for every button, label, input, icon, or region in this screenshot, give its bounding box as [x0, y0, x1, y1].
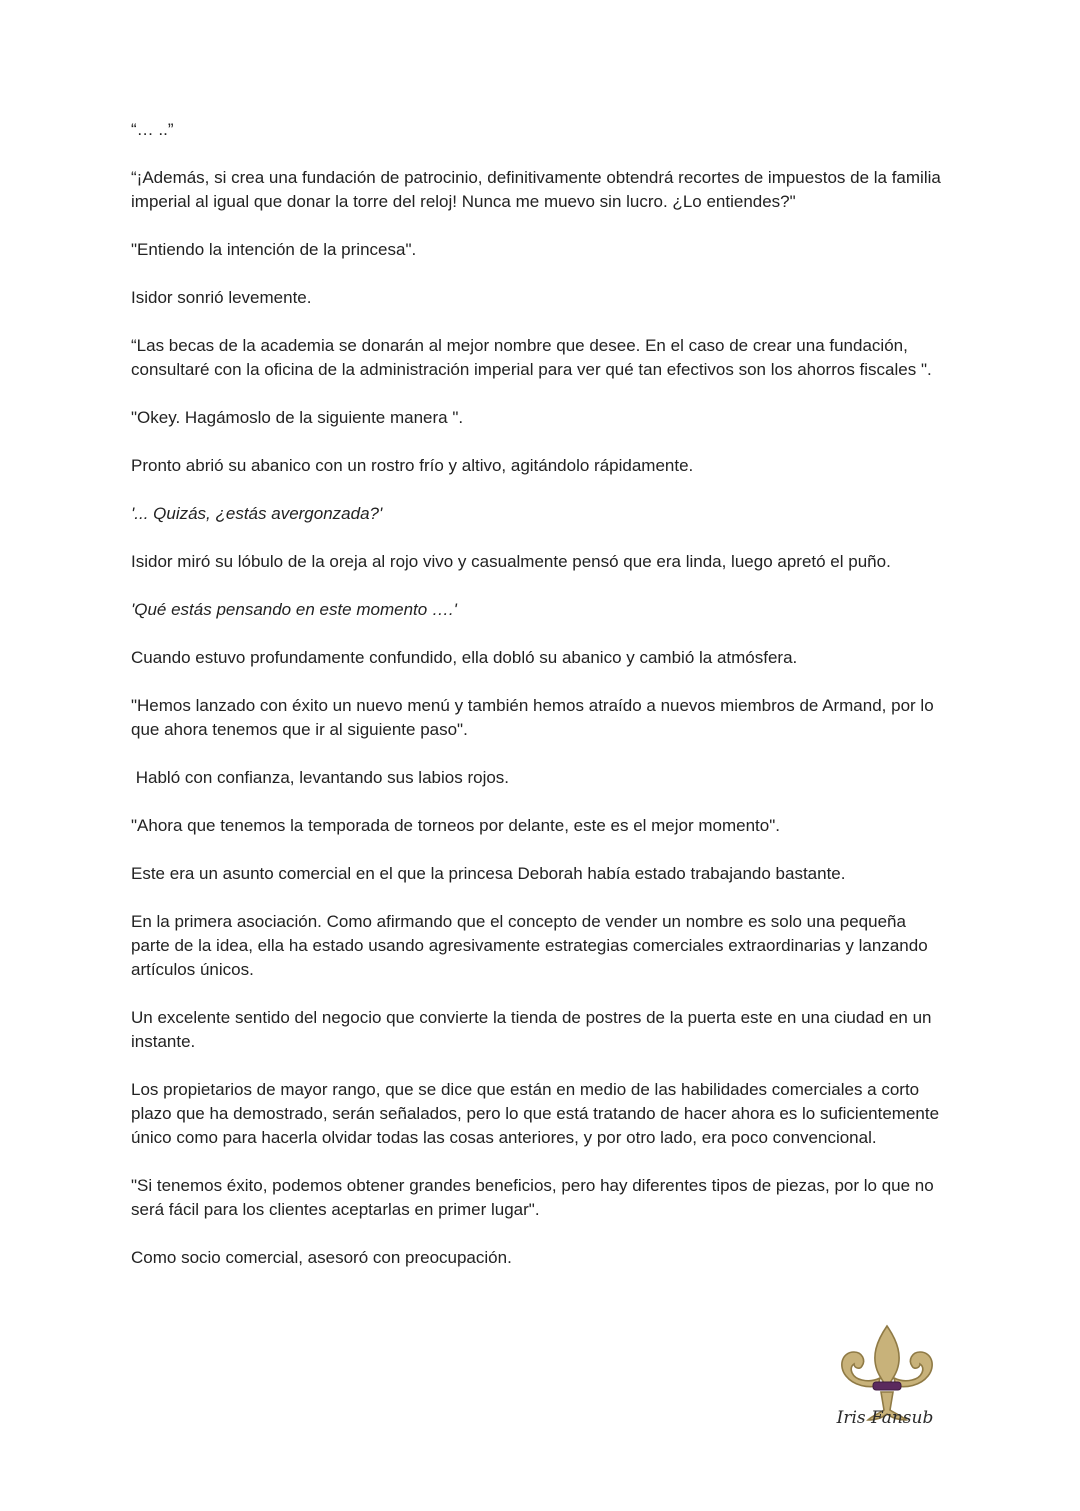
- watermark-caption: Iris Fansub: [836, 1408, 934, 1428]
- paragraph: '... Quizás, ¿estás avergonzada?': [131, 504, 383, 523]
- document-body: [131, 118, 946, 1294]
- paragraph: "Hemos lanzado con éxito un nuevo menú y también hemos atraído a nuevos miembros de Armand, por lo que ahora tenemos que ir al siguiente paso".: [131, 696, 939, 739]
- paragraph: "Entiendo la intención de la princesa".: [131, 240, 417, 259]
- paragraph: Este era un asunto comercial en el que la princesa Deborah había estado trabajando bastante.: [131, 864, 846, 883]
- paragraph: “… ..”: [131, 120, 174, 139]
- paragraph: Cuando estuvo profundamente confundido, ella dobló su abanico y cambió la atmósfera.: [131, 648, 798, 667]
- paragraph: Los propietarios de mayor rango, que se dice que están en medio de las habilidades comerciales a corto plazo que ha demostrado, serán señalados, pero lo que está tratando de hacer ahora es lo suficientemente único como para hacerla olvidar todas las cosas anteriores, y por otro lado, era poco convencional.: [131, 1080, 944, 1147]
- paragraph: 'Qué estás pensando en este momento ….': [131, 600, 457, 619]
- paragraph: “¡Además, si crea una fundación de patrocinio, definitivamente obtendrá recortes de impuestos de la familia imperial al igual que donar la torre del reloj! Nunca me muevo sin lucro. ¿Lo entiendes?": [131, 168, 946, 211]
- paragraph: Isidor miró su lóbulo de la oreja al rojo vivo y casualmente pensó que era linda, luego apretó el puño.: [131, 552, 891, 571]
- paragraph: “Las becas de la academia se donarán al mejor nombre que desee. En el caso de crear una fundación, consultaré con la oficina de la administración imperial para ver qué tan efectivos son los ahorros fiscales ".: [131, 336, 932, 379]
- paragraph: En la primera asociación. Como afirmando que el concepto de vender un nombre es solo una pequeña parte de la idea, ella ha estado usando agresivamente estrategias comerciales extraordinarias y lanzando artículos únicos.: [131, 912, 933, 979]
- paragraph: "Si tenemos éxito, podemos obtener grandes beneficios, pero hay diferentes tipos de piezas, por lo que no será fácil para los clientes aceptarlas en primer lugar".: [131, 1176, 939, 1219]
- paragraph: Un excelente sentido del negocio que convierte la tienda de postres de la puerta este en una ciudad en un instante.: [131, 1008, 937, 1051]
- paragraph: Habló con confianza, levantando sus labios rojos.: [131, 768, 510, 787]
- paragraph: Pronto abrió su abanico con un rostro frío y altivo, agitándolo rápidamente.: [131, 456, 694, 475]
- paragraph: "Okey. Hagámoslo de la siguiente manera ".: [131, 408, 464, 427]
- paragraph: Isidor sonrió levemente.: [131, 288, 312, 307]
- paragraph: Como socio comercial, asesoró con preocupación.: [131, 1248, 512, 1267]
- paragraph: "Ahora que tenemos la temporada de torneos por delante, este es el mejor momento".: [131, 816, 780, 835]
